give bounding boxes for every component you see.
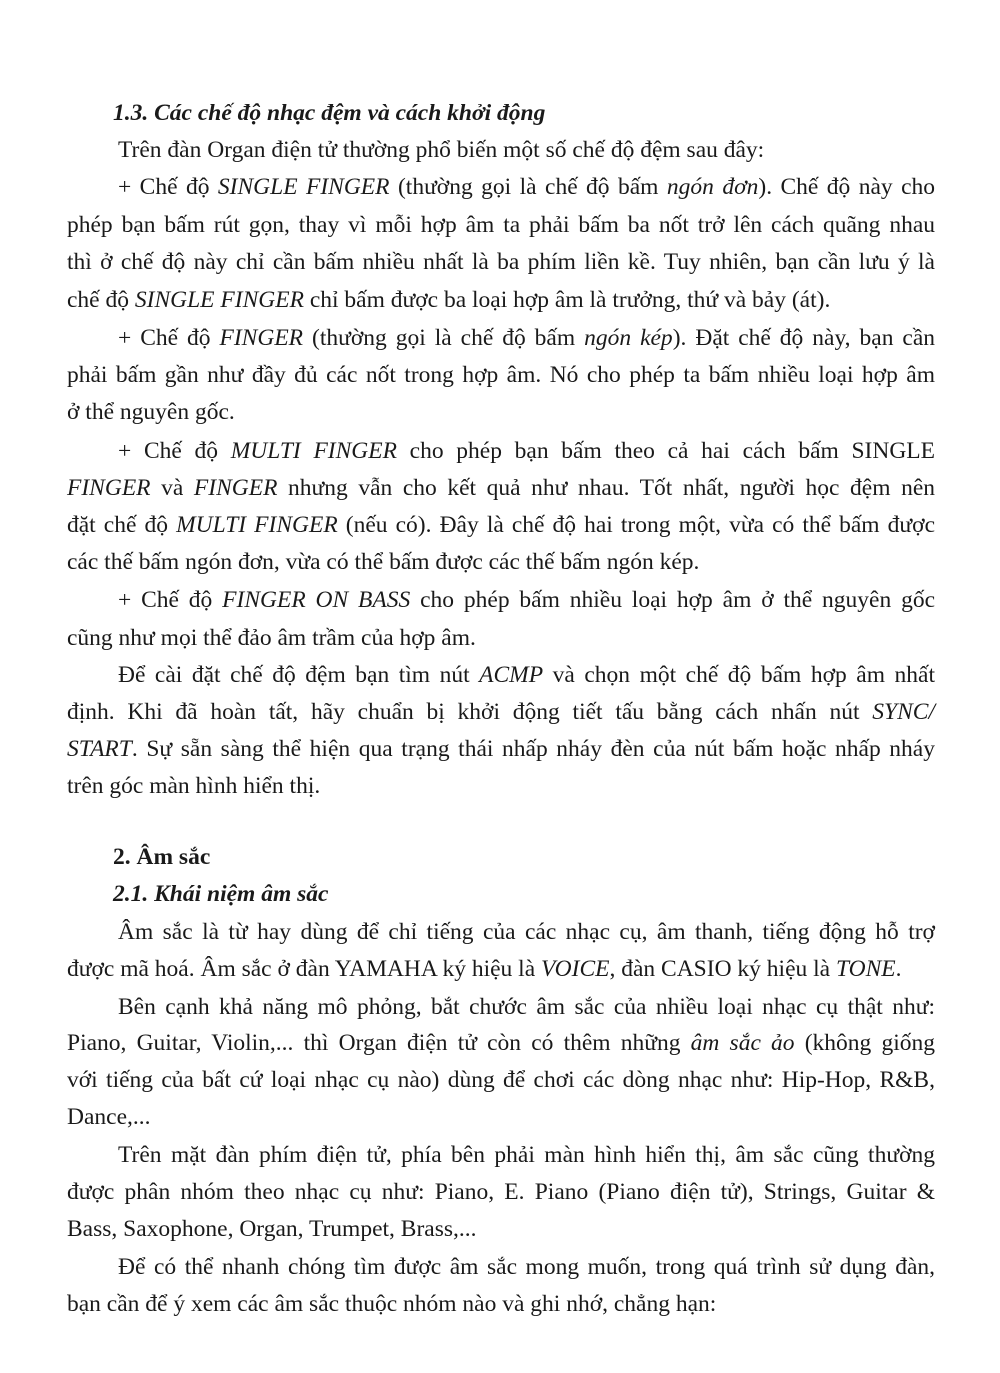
timbre-p2-line-2: Piano, Guitar, Violin,... thì Organ điện tử còn có thêm những âm sắc ảo (không giống <box>67 1030 935 1056</box>
single-finger-line-4: chế độ SINGLE FINGER chỉ bấm được ba loại hợp âm là trưởng, thứ và bảy (át). <box>67 287 831 313</box>
timbre-p1-line-1: Âm sắc là từ hay dùng để chỉ tiếng của các nhạc cụ, âm thanh, tiếng động hỗ trợ <box>118 919 935 945</box>
section-heading-2-1: 2.1. Khái niệm âm sắc <box>113 881 329 907</box>
single-finger-line-1: + Chế độ SINGLE FINGER (thường gọi là chế độ bấm ngón đơn). Chế độ này cho <box>118 174 936 200</box>
single-finger-line-2: phép bạn bấm rút gọn, thay vì mỗi hợp âm ta phải bấm ba nốt trở lên cách quãng nhau <box>67 212 935 238</box>
setup-line-3: START. Sự sẵn sàng thể hiện qua trạng thái nhấp nháy đèn của nút bấm hoặc nhấp nháy <box>67 736 935 762</box>
finger-line-1: + Chế độ FINGER (thường gọi là chế độ bấm ngón kép). Đặt chế độ này, bạn cần <box>118 325 936 351</box>
finger-line-3: ở thể nguyên gốc. <box>67 399 235 425</box>
timbre-p3-line-2: được phân nhóm theo nhạc cụ như: Piano, E. Piano (Piano điện tử), Strings, Guitar & <box>67 1179 935 1205</box>
multi-finger-line-3: đặt chế độ MULTI FINGER (nếu có). Đây là chế độ hai trong một, vừa có thể bấm được <box>67 512 936 538</box>
multi-finger-line-2: FINGER và FINGER nhưng vẫn cho kết quả như nhau. Tốt nhất, người học đệm nên <box>67 475 935 501</box>
setup-line-4: trên góc màn hình hiển thị. <box>67 773 321 799</box>
section-heading-2: 2. Âm sắc <box>113 844 211 870</box>
multi-finger-line-1: + Chế độ MULTI FINGER cho phép bạn bấm theo cả hai cách bấm SINGLE <box>118 438 936 464</box>
timbre-p1-line-2: được mã hoá. Âm sắc ở đàn YAMAHA ký hiệu là VOICE, đàn CASIO ký hiệu là TONE. <box>67 956 902 982</box>
section-heading-1-3: 1.3. Các chế độ nhạc đệm và cách khởi động <box>113 100 546 126</box>
intro-paragraph: Trên đàn Organ điện tử thường phổ biến một số chế độ đệm sau đây: <box>118 137 765 163</box>
finger-on-bass-line-2: cũng như mọi thể đảo âm trầm của hợp âm. <box>67 625 476 651</box>
timbre-p2-line-4: Dance,... <box>67 1104 151 1130</box>
timbre-p2-line-1: Bên cạnh khả năng mô phỏng, bắt chước âm sắc của nhiều loại nhạc cụ thật như: <box>118 994 935 1020</box>
timbre-p3-line-3: Bass, Saxophone, Organ, Trumpet, Brass,... <box>67 1216 477 1242</box>
multi-finger-line-4: các thế bấm ngón đơn, vừa có thể bấm được các thế bấm ngón kép. <box>67 549 700 575</box>
timbre-p2-line-3: với tiếng của bất cứ loại nhạc cụ nào) dùng để chơi các dòng nhạc như: Hip-Hop, R&B, <box>67 1067 935 1093</box>
finger-on-bass-line-1: + Chế độ FINGER ON BASS cho phép bấm nhiều loại hợp âm ở thể nguyên gốc <box>118 587 936 613</box>
single-finger-line-3: thì ở chế độ này chỉ cần bấm nhiều nhất là ba phím liền kề. Tuy nhiên, bạn cần lưu ý là <box>67 249 935 275</box>
setup-line-2: định. Khi đã hoàn tất, hãy chuẩn bị khởi động tiết tấu bằng cách nhấn nút SYNC/ <box>67 699 935 725</box>
timbre-p4-line-2: bạn cần để ý xem các âm sắc thuộc nhóm nào và ghi nhớ, chẳng hạn: <box>67 1291 717 1317</box>
finger-line-2: phải bấm gần như đầy đủ các nốt trong hợp âm. Nó cho phép ta bấm nhiều loại hợp âm <box>67 362 935 388</box>
timbre-p4-line-1: Để có thể nhanh chóng tìm được âm sắc mong muốn, trong quá trình sử dụng đàn, <box>118 1254 935 1280</box>
setup-line-1: Để cài đặt chế độ đệm bạn tìm nút ACMP và chọn một chế độ bấm hợp âm nhất <box>118 662 935 688</box>
timbre-p3-line-1: Trên mặt đàn phím điện tử, phía bên phải màn hình hiển thị, âm sắc cũng thường <box>118 1142 935 1168</box>
